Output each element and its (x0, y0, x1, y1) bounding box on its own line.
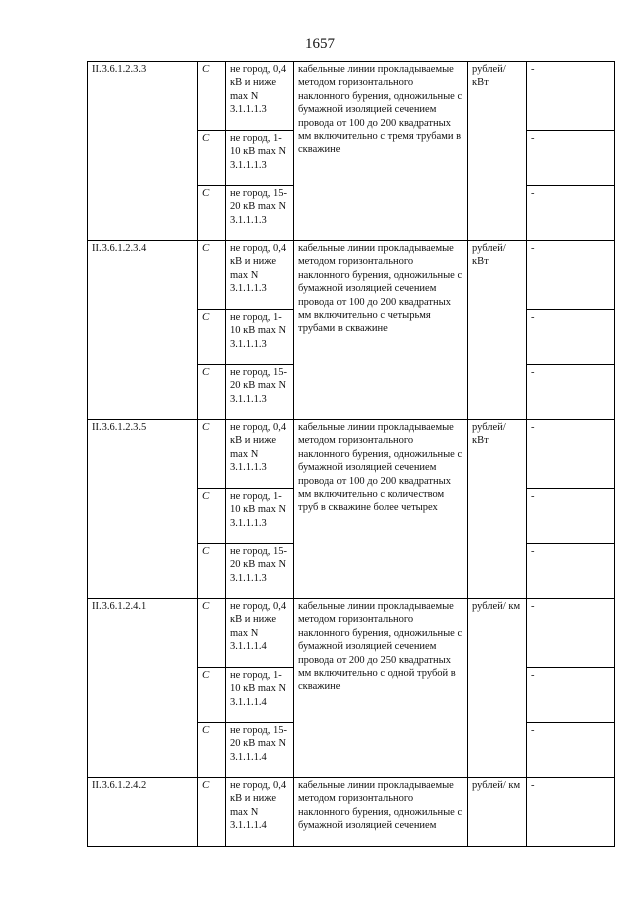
value-cell: - (527, 668, 615, 723)
category-cell: C (198, 778, 226, 847)
unit-cell: рублей/ км (468, 778, 527, 847)
item-code: II.3.6.1.2.4.2 (88, 778, 198, 847)
condition-cell: не город, 15-20 кВ max N 3.1.1.1.3 (226, 544, 294, 599)
unit-cell: рублей/ кВт (468, 420, 527, 599)
category-cell: C (198, 62, 226, 131)
category-cell: C (198, 599, 226, 668)
category-cell: C (198, 489, 226, 544)
category-cell: C (198, 668, 226, 723)
unit-cell: рублей/ км (468, 599, 527, 778)
page-number: 1657 (305, 36, 335, 52)
value-cell: - (527, 310, 615, 365)
category-cell: C (198, 241, 226, 310)
category-cell: C (198, 544, 226, 599)
value-cell: - (527, 544, 615, 599)
condition-cell: не город, 15-20 кВ max N 3.1.1.1.3 (226, 365, 294, 420)
condition-cell: не город, 0,4 кВ и ниже max N 3.1.1.1.4 (226, 599, 294, 668)
condition-cell: не город, 0,4 кВ и ниже max N 3.1.1.1.4 (226, 778, 294, 847)
table-row (88, 599, 615, 668)
category-cell: C (198, 186, 226, 241)
condition-cell: не город, 15-20 кВ max N 3.1.1.1.4 (226, 723, 294, 778)
table-row (88, 420, 615, 489)
category-cell: C (198, 723, 226, 778)
unit-cell: рублей/ кВт (468, 241, 527, 420)
value-cell: - (527, 131, 615, 186)
value-cell: - (527, 365, 615, 420)
description-cell: кабельные линии прокладываемые методом горизонтального наклонного бурения, одножильные с бумажной изоляцией сечением провода от 100 до 200 квадратных мм включительно с тремя трубами в скважине (294, 62, 468, 241)
item-code: II.3.6.1.2.3.3 (88, 62, 198, 241)
value-cell: - (527, 186, 615, 241)
condition-cell: не город, 0,4 кВ и ниже max N 3.1.1.1.3 (226, 62, 294, 131)
description-cell: кабельные линии прокладываемые методом горизонтального наклонного бурения, одножильные с бумажной изоляцией сечением (294, 778, 468, 847)
item-code: II.3.6.1.2.3.5 (88, 420, 198, 599)
value-cell: - (527, 420, 615, 489)
category-cell: C (198, 365, 226, 420)
table-row (88, 241, 615, 310)
item-code: II.3.6.1.2.3.4 (88, 241, 198, 420)
condition-cell: не город, 1-10 кВ max N 3.1.1.1.3 (226, 310, 294, 365)
value-cell: - (527, 62, 615, 131)
condition-cell: не город, 1-10 кВ max N 3.1.1.1.3 (226, 131, 294, 186)
category-cell: C (198, 420, 226, 489)
description-cell: кабельные линии прокладываемые методом горизонтального наклонного бурения, одножильные с бумажной изоляцией сечением провода от 100 до 200 квадратных мм включительно с четырьмя трубами в скважине (294, 241, 468, 420)
tariff-table (87, 61, 615, 847)
value-cell: - (527, 489, 615, 544)
condition-cell: не город, 1-10 кВ max N 3.1.1.1.4 (226, 668, 294, 723)
description-cell: кабельные линии прокладываемые методом горизонтального наклонного бурения, одножильные с бумажной изоляцией сечением провода от 200 до 250 квадратных мм включительно с одной трубой в скважине (294, 599, 468, 778)
item-code: II.3.6.1.2.4.1 (88, 599, 198, 778)
condition-cell: не город, 15-20 кВ max N 3.1.1.1.3 (226, 186, 294, 241)
condition-cell: не город, 1-10 кВ max N 3.1.1.1.3 (226, 489, 294, 544)
description-cell: кабельные линии прокладываемые методом горизонтального наклонного бурения, одножильные с бумажной изоляцией сечением провода от 100 до 200 квадратных мм включительно с количеством труб в скважине более четырех (294, 420, 468, 599)
value-cell: - (527, 723, 615, 778)
table-row (88, 62, 615, 131)
value-cell: - (527, 599, 615, 668)
value-cell: - (527, 241, 615, 310)
value-cell: - (527, 778, 615, 847)
table-row (88, 778, 615, 847)
unit-cell: рублей/ кВт (468, 62, 527, 241)
category-cell: C (198, 131, 226, 186)
condition-cell: не город, 0,4 кВ и ниже max N 3.1.1.1.3 (226, 420, 294, 489)
condition-cell: не город, 0,4 кВ и ниже max N 3.1.1.1.3 (226, 241, 294, 310)
category-cell: C (198, 310, 226, 365)
